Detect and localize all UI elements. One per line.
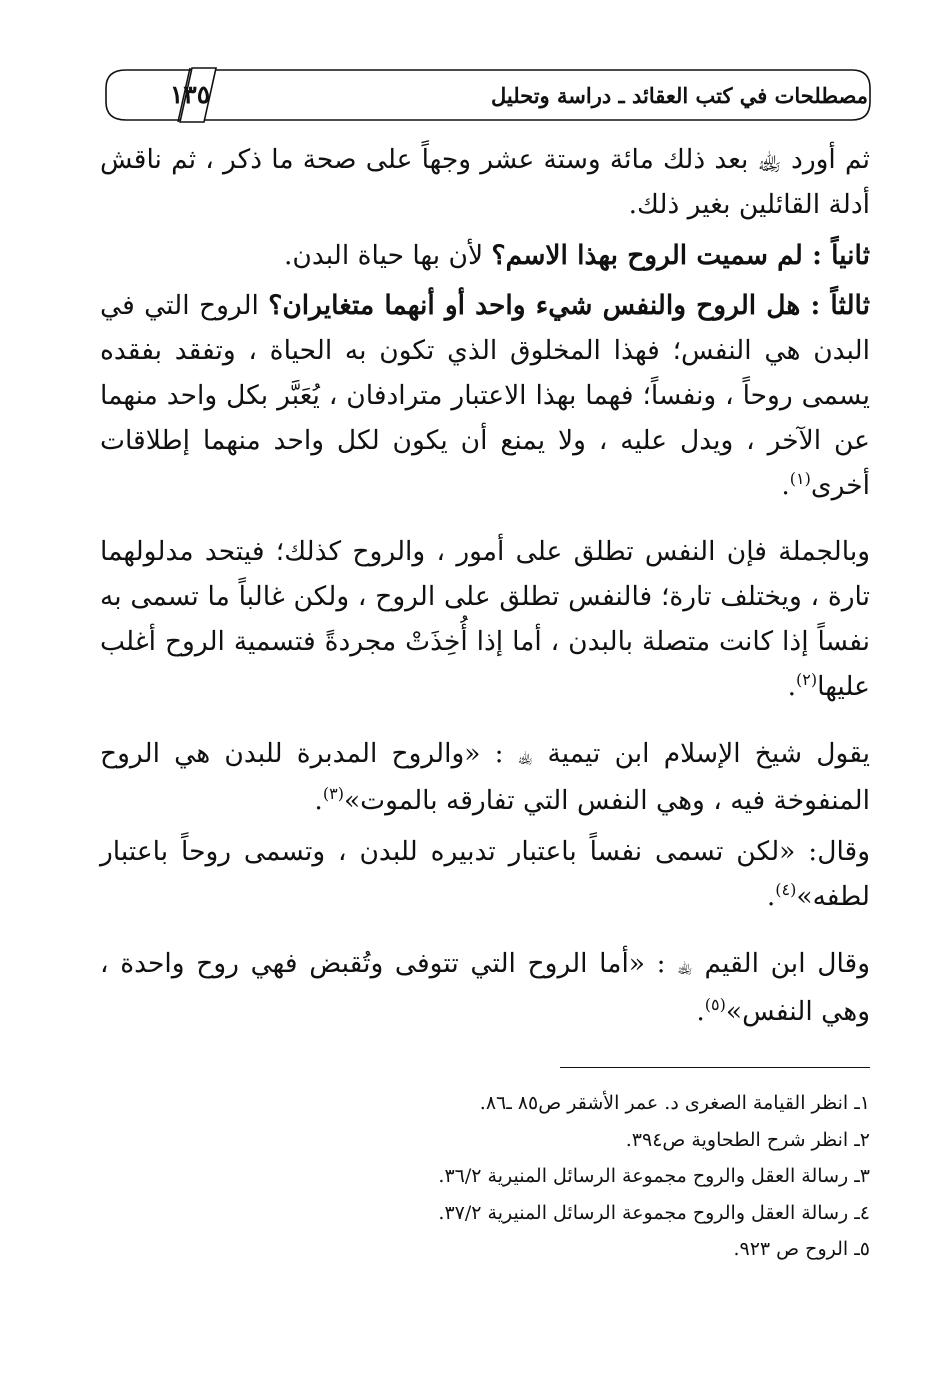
running-title: مصطلحات في كتب العقائد ـ دراسة وتحليل	[490, 83, 868, 108]
paragraph-4	[100, 530, 870, 709]
paragraph-3	[100, 284, 870, 508]
paragraph-3-end: .	[781, 469, 790, 501]
paragraph-4-end: .	[787, 670, 797, 702]
footnote-ref-4[interactable]: (٤)	[775, 880, 797, 900]
paragraph-7-end: .	[696, 995, 705, 1027]
footnote-separator	[560, 1067, 870, 1068]
paragraph-6-text: وقال: «لكن تسمى نفساً باعتبار تدبيره للبدن ، وتسمى روحاً باعتبار لطفه»	[100, 836, 870, 912]
paragraph-7-start: وقال ابن القيم	[692, 947, 871, 979]
paragraph-2-heading: ثانياً : لم سميت الروح بهذا الاسم؟	[491, 239, 870, 271]
paragraph-7	[100, 942, 870, 1035]
footnote-item: ١ـ انظر القيامة الصغرى د. عمر الأشقر ص٨٥ ـ٨٦.	[479, 1092, 870, 1114]
paragraph-6-end: .	[766, 880, 776, 912]
honorific-glyph: ﵀	[677, 956, 693, 977]
paragraph-7-text: : «أما الروح التي تتوفى وتُقبض فهي روح واحدة ، وهي النفس»	[100, 947, 870, 1027]
honorific-glyph: ﵀	[517, 746, 534, 767]
paragraph-5-start: يقول شيخ الإسلام ابن تيمية	[533, 737, 870, 769]
paragraph-1: ثم أورد ﵀ بعد ذلك مائة وستة عشر وجهاً على صحة ما ذكر ، ثم ناقش أدلة القائلين بغير ذلك.	[100, 144, 870, 220]
footnote-item: ٥ـ الروح ص ٩٢٣.	[733, 1238, 870, 1260]
footnote-ref-1[interactable]: (١)	[789, 468, 811, 488]
paragraph-4-text: وبالجملة فإن النفس تطلق على أمور ، والروح كذلك؛ فيتحد مدلولهما تارة ، ويختلف تارة؛ فالنفس تطلق على الروح ، ولكن غالباً ما تسمى به نفساً إذا كانت متصلة بالبدن ، أما إذا أُخِذَتْ مجردةً فتسمية الروح أغلب عليها	[100, 536, 870, 702]
footnote-ref-5[interactable]: (٥)	[704, 994, 726, 1014]
footnote-item: ٢ـ انظر شرح الطحاوية ص٣٩٤.	[625, 1128, 870, 1151]
footnotes	[380, 1085, 870, 1268]
footnote-ref-2[interactable]: (٢)	[796, 669, 818, 689]
paragraph-3-text: الروح التي في البدن هي النفس؛ فهذا المخلوق الذي تكون به الحياة ، وتفقد بفقده يسمى روحاً ، ونفساً؛ فهما بهذا الاعتبار مترادفان ، يُعَبَّر بكل واحد منهما عن الآخر ، ويدل عليه ، ولا يمنع أن يكون لكل واحد منهما إطلاقات أخرى	[100, 290, 870, 501]
paragraph-2-text: لأن بها حياة البدن.	[284, 239, 492, 271]
paragraph-3-heading: ثالثاً : هل الروح والنفس شيء واحد أو أنهما متغايران؟	[268, 290, 870, 322]
paragraph-5-end: .	[314, 785, 323, 817]
paragraph-5-text: : «والروح المدبرة للبدن هي الروح المنفوخة فيه ، وهي النفس التي تفارقه بالموت»	[100, 737, 870, 817]
page-header	[100, 66, 874, 124]
paragraph-5	[100, 732, 870, 825]
footnote-item: ٣ـ رسالة العقل والروح مجموعة الرسائل المنيرية ٣٦/٢.	[438, 1165, 870, 1187]
footnote-ref-3[interactable]: (٣)	[322, 784, 344, 804]
paragraph-2	[100, 234, 870, 279]
page-number: ١٣٥	[169, 80, 211, 109]
footnote-item: ٤ـ رسالة العقل والروح مجموعة الرسائل المنيرية ٣٧/٢.	[438, 1201, 870, 1224]
paragraph-6	[100, 830, 870, 920]
main-text	[100, 138, 870, 1034]
